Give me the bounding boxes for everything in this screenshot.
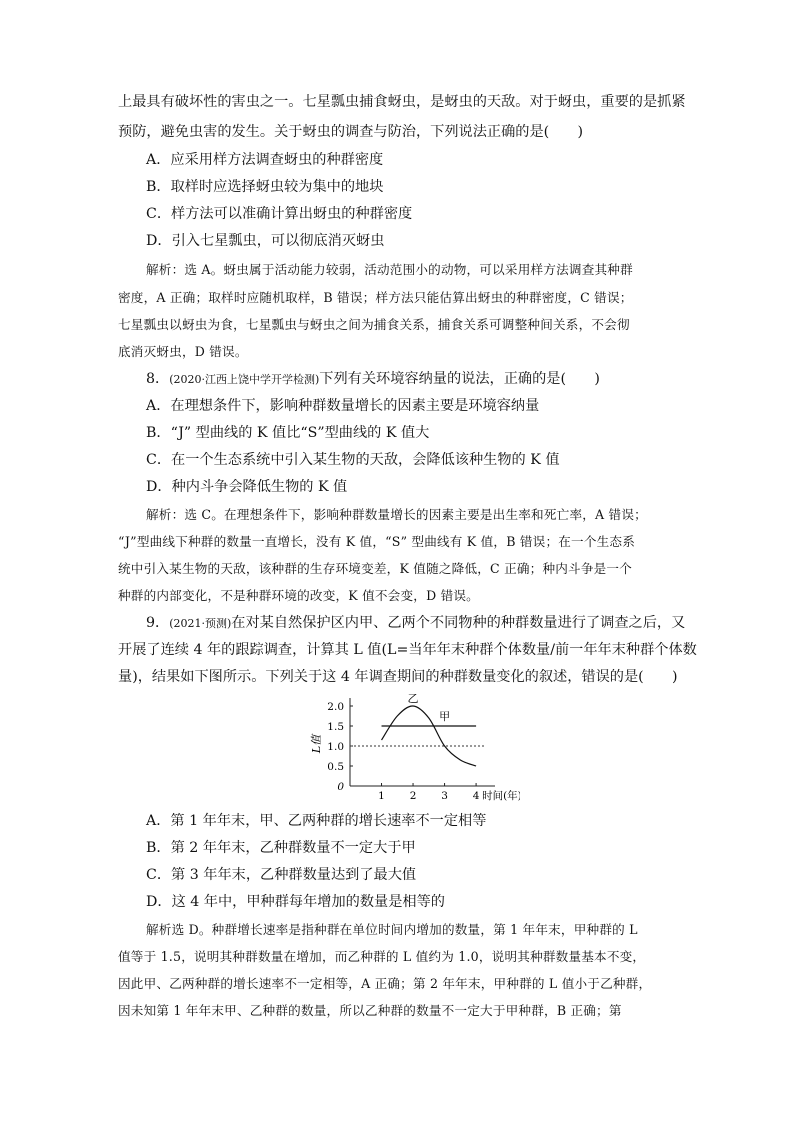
q7-analysis-line-1: 解析：选 A。蚜虫属于活动能力较弱，活动范围小的动物，可以采用样方法调查其种群 xyxy=(146,262,633,277)
q7-option-a: A．应采用样方法调查蚜虫的种群密度 xyxy=(146,152,384,168)
q9-analysis-line-4: 因未知第 1 年年末甲、乙种群的数量，所以乙种群的数量不一定大于甲种群，B 正确；第 xyxy=(118,1003,622,1018)
q8-analysis-line-3: 统中引入某生物的天敌，该种群的生存环境变差，K 值随之降低，C 正确；种内斗争是一个 xyxy=(118,561,633,576)
q8-stem xyxy=(146,369,706,390)
y-tick-label: 2.0 xyxy=(327,701,344,713)
q9-option-c: C．第 3 年年末，乙种群数量达到了最大值 xyxy=(146,867,417,883)
l-value-chart-svg xyxy=(310,694,520,806)
q7-option-d: D．引入七星瓢虫，可以彻底消灭蚜虫 xyxy=(146,233,385,249)
q9-option-d: D．这 4 年中，甲种群每年增加的数量是相等的 xyxy=(146,894,445,910)
q9-stem-text: 在对某自然保护区内甲、乙两个不同物种的种群数量进行了调查之后，又 xyxy=(231,615,686,631)
q9-stem-line-2: 开展了连续 4 年的跟踪调查，计算其 L 值(L=当年年末种群个体数量/前一年年末种群个体数 xyxy=(118,642,697,658)
q8-analysis-line-1: 解析：选 C。在理想条件下，影响种群数量增长的因素主要是出生率和死亡率，A 错误； xyxy=(146,507,647,522)
q9-number: 9． xyxy=(146,615,170,631)
series-label-yi: 乙 xyxy=(407,694,419,705)
x-tick-label: 2 xyxy=(409,790,417,802)
y-tick-label: 1.0 xyxy=(327,741,344,753)
q8-option-c: C．在一个生态系统中引入某生物的天敌，会降低该种生物的 K 值 xyxy=(146,452,560,468)
x-tick-label: 3 xyxy=(441,790,448,802)
q9-source: (2021·预测) xyxy=(169,617,232,630)
q7-option-c: C．样方法可以准确计算出蚜虫的种群密度 xyxy=(146,206,413,222)
x-axis-label: 时间(年) xyxy=(482,790,520,802)
y-tick-label: 0.5 xyxy=(327,761,344,773)
y-tick-label: 1.5 xyxy=(327,721,344,733)
q8-stem-text: 下列有关环境容纳量的说法，正确的是( ) xyxy=(319,371,600,387)
q7-stem-line-1: 上最具有破坏性的害虫之一。七星瓢虫捕食蚜虫，是蚜虫的天敌。对于蚜虫，重要的是抓紧 xyxy=(118,94,686,110)
x-tick-label: 1 xyxy=(378,790,385,802)
q9-stem-line-1 xyxy=(146,613,706,634)
series-label-jia: 甲 xyxy=(439,710,451,723)
q8-number: 8． xyxy=(146,371,170,387)
q8-analysis-line-4: 种群的内部变化，不是种群环境的改变，K 值不会变，D 错误。 xyxy=(118,588,479,603)
q8-option-b: B．“J” 型曲线的 K 值比“S”型曲线的 K 值大 xyxy=(146,425,430,441)
q9-stem-line-3: 量)，结果如下图所示。下列关于这 4 年调查期间的种群数量变化的叙述，错误的是( ) xyxy=(118,669,678,685)
y-axis-label: L值 xyxy=(310,734,323,754)
q7-analysis-line-4: 底消灭蚜虫，D 错误。 xyxy=(118,344,248,359)
q9-analysis-line-2: 值等于 1.5，说明其种群数量在增加，而乙种群的 L 值约为 1.0，说明其种群数量基本不变， xyxy=(118,949,646,964)
q8-analysis-line-2: “J”型曲线下种群的数量一直增长，没有 K 值，“S” 型曲线有 K 值，B 错误；在一个生态系 xyxy=(118,534,636,549)
q7-analysis-line-3: 七星瓢虫以蚜虫为食，七星瓢虫与蚜虫之间为捕食关系，捕食关系可调整种间关系，不会彻 xyxy=(118,317,630,332)
q7-stem-line-2: 预防，避免虫害的发生。关于蚜虫的调查与防治，下列说法正确的是( ) xyxy=(118,124,584,140)
y-tick-label: 0 xyxy=(337,781,344,793)
q8-source: (2020·江西上饶中学开学检测) xyxy=(169,373,320,386)
q7-option-b: B．取样时应选择蚜虫较为集中的地块 xyxy=(146,179,384,195)
l-value-chart xyxy=(310,694,520,806)
q9-option-b: B．第 2 年年末，乙种群数量不一定大于甲 xyxy=(146,840,416,856)
q7-analysis-line-2: 密度，A 正确；取样时应随机取样，B 错误；样方法只能估算出蚜虫的种群密度，C 错误； xyxy=(118,290,633,305)
q8-option-a: A．在理想条件下，影响种群数量增长的因素主要是环境容纳量 xyxy=(146,398,540,414)
q9-analysis-line-3: 因此甲、乙两种群的增长速率不一定相等，A 正确；第 2 年年末，甲种群的 L 值小于乙种群， xyxy=(118,976,652,991)
x-tick-label: 4 xyxy=(472,790,480,802)
q9-option-a: A．第 1 年年末，甲、乙两种群的增长速率不一定相等 xyxy=(146,813,487,829)
q8-option-d: D．种内斗争会降低生物的 K 值 xyxy=(146,479,348,495)
q9-analysis-line-1: 解析选 D。种群增长速率是指种群在单位时间内增加的数量，第 1 年年末，甲种群的 L xyxy=(146,922,638,937)
series-line-yi xyxy=(382,706,477,766)
